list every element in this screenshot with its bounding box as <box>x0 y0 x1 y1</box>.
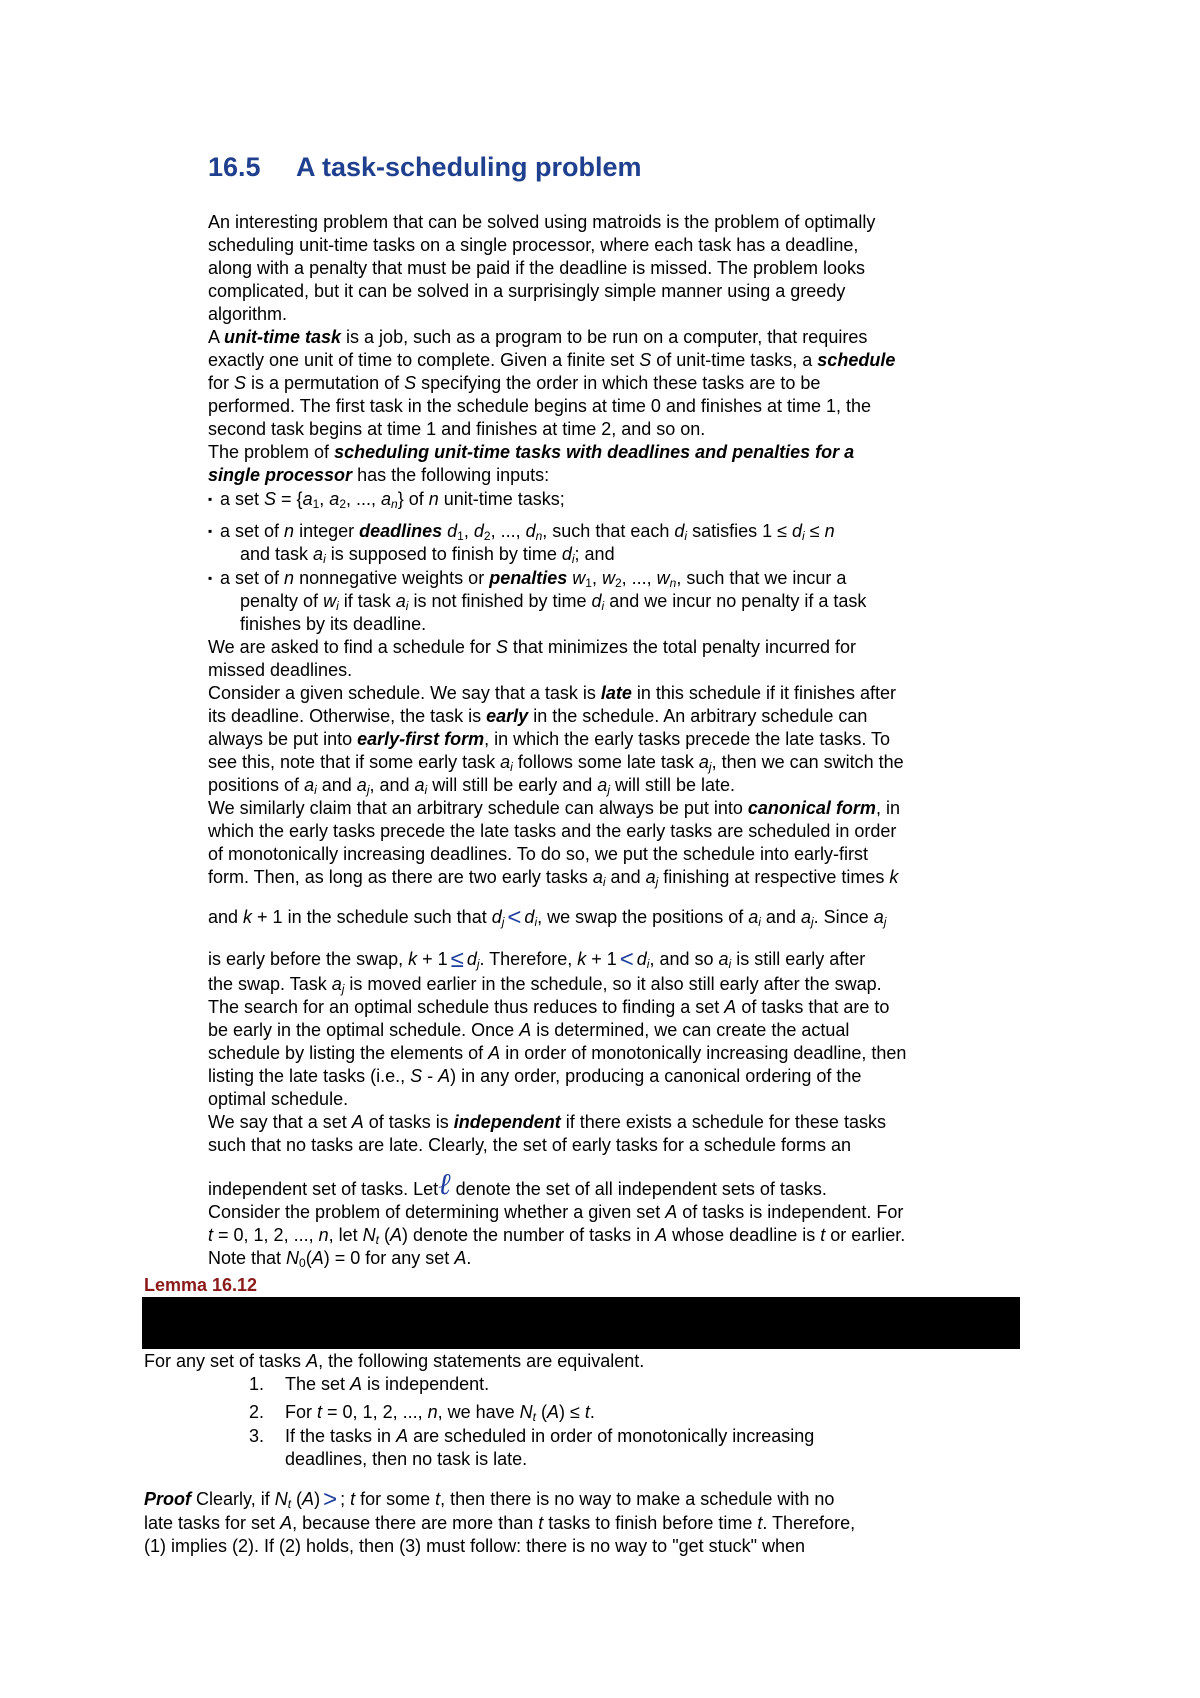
paragraph-line: algorithm. <box>208 304 288 324</box>
list-item-number: 2. <box>249 1402 265 1422</box>
paragraph-line: missed deadlines. <box>208 660 353 680</box>
paragraph-line: The problem of scheduling unit-time tasks with deadlines and penalties for a <box>208 442 855 462</box>
paragraph-line: performed. The first task in the schedule begins at time 0 and finishes at time 1, the <box>208 396 872 416</box>
paragraph-line: second task begins at time 1 and finishes at time 2, and so on. <box>208 419 706 439</box>
paragraph-line: listing the late tasks (i.e., S - A) in any order, producing a canonical ordering of the <box>208 1066 862 1086</box>
paragraph-line: form. Then, as long as there are two early tasks $a_i$ and $a_j$ finishing at respective times k <box>208 867 899 889</box>
paragraph-line: and k + 1 in the schedule such that $d_j < d_i$, we swap the positions of $a_i$ and $a_j$. Since $a_j$ <box>208 904 887 931</box>
paragraph-line: An interesting problem that can be solved using matroids is the problem of optimally <box>208 212 876 232</box>
redaction-bar <box>142 1297 1020 1349</box>
paragraph-line: optimal schedule. <box>208 1089 349 1109</box>
bullet-icon: ▪ <box>208 571 213 585</box>
paragraph-line: A unit-time task is a job, such as a program to be run on a computer, that requires <box>208 327 868 347</box>
bullet-continuation: and task $a_i$ is supposed to finish by time $d_i$; and <box>240 544 615 566</box>
section-heading <box>208 152 642 183</box>
proof-line: (1) implies (2). If (2) holds, then (3) must follow: there is no way to "get stuck" when <box>144 1536 806 1556</box>
bullet-continuation: finishes by its deadline. <box>240 614 427 634</box>
paragraph-line: We similarly claim that an arbitrary schedule can always be put into canonical form, in <box>208 798 900 818</box>
paragraph-line: complicated, but it can be solved in a surprisingly simple manner using a greedy <box>208 281 846 301</box>
proof-label: Proof <box>144 1489 191 1509</box>
paragraph-line: of monotonically increasing deadlines. To do so, we put the schedule into early-first <box>208 844 869 864</box>
paragraph-line: We are asked to find a schedule for S that minimizes the total penalty incurred for <box>208 637 857 657</box>
paragraph-line: positions of $a_i$ and $a_j$, and $a_i$ will still be early and $a_j$ will still be late. <box>208 775 736 797</box>
list-item-number: 3. <box>249 1426 265 1446</box>
bullet-item: ▪ a set of n nonnegative weights or penalties $w_1$, $w_2$, ..., $w_n$, such that we incur a <box>208 568 847 590</box>
list-item: For t = 0, 1, 2, ..., n, we have $N_t$ (A) ≤ t. <box>285 1402 595 1424</box>
paragraph-line: Consider the problem of determining whether a given set A of tasks is independent. For <box>208 1202 904 1222</box>
paragraph-line: the swap. Task $a_j$ is moved earlier in the schedule, so it also still early after the swap. <box>208 974 882 996</box>
paragraph-line: along with a penalty that must be paid if the deadline is missed. The problem looks <box>208 258 866 278</box>
paragraph-line: always be put into early-first form, in which the early tasks precede the late tasks. To <box>208 729 891 749</box>
proof-line: late tasks for set A, because there are more than t tasks to finish before time t. Therefore, <box>144 1513 856 1533</box>
paragraph-line: scheduling unit-time tasks on a single processor, where each task has a deadline, <box>208 235 859 255</box>
script-l-symbol: ℓ <box>438 1167 451 1202</box>
paragraph-line: Consider a given schedule. We say that a task is late in this schedule if it finishes after <box>208 683 897 703</box>
paragraph-line: schedule by listing the elements of A in order of monotonically increasing deadline, then <box>208 1043 907 1063</box>
paragraph-line: The search for an optimal schedule thus reduces to finding a set A of tasks that are to <box>208 997 890 1017</box>
paragraph-line: its deadline. Otherwise, the task is early in the schedule. An arbitrary schedule can <box>208 706 868 726</box>
proof-line: Proof Clearly, if $N_t$ (A) > ; t for some t, then there is no way to make a schedule with no <box>144 1486 835 1513</box>
paragraph-line: is early before the swap, $k + 1 \le d_j$. Therefore, $k + 1 < d_i$, and so $a_i$ is still early after <box>208 946 866 973</box>
term-unit-time-task: unit-time task <box>224 327 342 347</box>
term-schedule: schedule <box>817 350 896 370</box>
section-title: A task-scheduling problem <box>296 152 642 182</box>
list-item-continuation: deadlines, then no task is late. <box>285 1449 528 1469</box>
list-item: If the tasks in A are scheduled in order of monotonically increasing <box>285 1426 815 1446</box>
lemma-title: Lemma 16.12 <box>144 1275 258 1295</box>
paragraph-line: be early in the optimal schedule. Once A is determined, we can create the actual <box>208 1020 850 1040</box>
term-scheduling-problem: scheduling unit-time tasks with deadlines and penalties for a <box>334 442 855 462</box>
paragraph-line: Note that $N_0(A) = 0$ for any set A. <box>208 1248 472 1270</box>
paragraph-line: exactly one unit of time to complete. Given a finite set S of unit-time tasks, a schedule <box>208 350 896 370</box>
section-number: 16.5 <box>208 152 261 182</box>
paragraph-line: which the early tasks precede the late tasks and the early tasks are scheduled in order <box>208 821 897 841</box>
list-item: The set A is independent. <box>285 1374 490 1394</box>
paragraph-line: t = 0, 1, 2, ..., n, let $N_t$ (A) denote the number of tasks in A whose deadline is t or earlier. <box>208 1225 906 1247</box>
bullet-icon: ▪ <box>208 492 213 506</box>
paragraph-line: We say that a set A of tasks is independent if there exists a schedule for these tasks <box>208 1112 886 1132</box>
bullet-item: ▪ a set $S = \{a_1$, $a_2$, ..., $a_n$} of n unit-time tasks; <box>208 489 565 511</box>
bullet-item: ▪ a set of n integer deadlines $d_1$, $d_2$, ..., $d_n$, such that each $d_i$ satisfies $1 \le d_i \le n$ <box>208 521 835 543</box>
paragraph-line: single processor has the following inputs: <box>208 465 550 485</box>
paragraph-line: such that no tasks are late. Clearly, the set of early tasks for a schedule forms an <box>208 1135 851 1155</box>
list-item-number: 1. <box>249 1374 265 1394</box>
paragraph-line: see this, note that if some early task $a_i$ follows some late task $a_j$, then we can switch the <box>208 752 904 774</box>
bullet-continuation: penalty of $w_i$ if task $a_i$ is not finished by time $d_i$ and we incur no penalty if a task <box>240 591 867 613</box>
paragraph-line: for S is a permutation of S specifying the order in which these tasks are to be <box>208 373 821 393</box>
paragraph-line: independent set of tasks. Letℓ denote the set of all independent sets of tasks. <box>208 1167 827 1202</box>
lemma-intro: For any set of tasks A, the following statements are equivalent. <box>144 1351 645 1371</box>
bullet-icon: ▪ <box>208 524 213 538</box>
